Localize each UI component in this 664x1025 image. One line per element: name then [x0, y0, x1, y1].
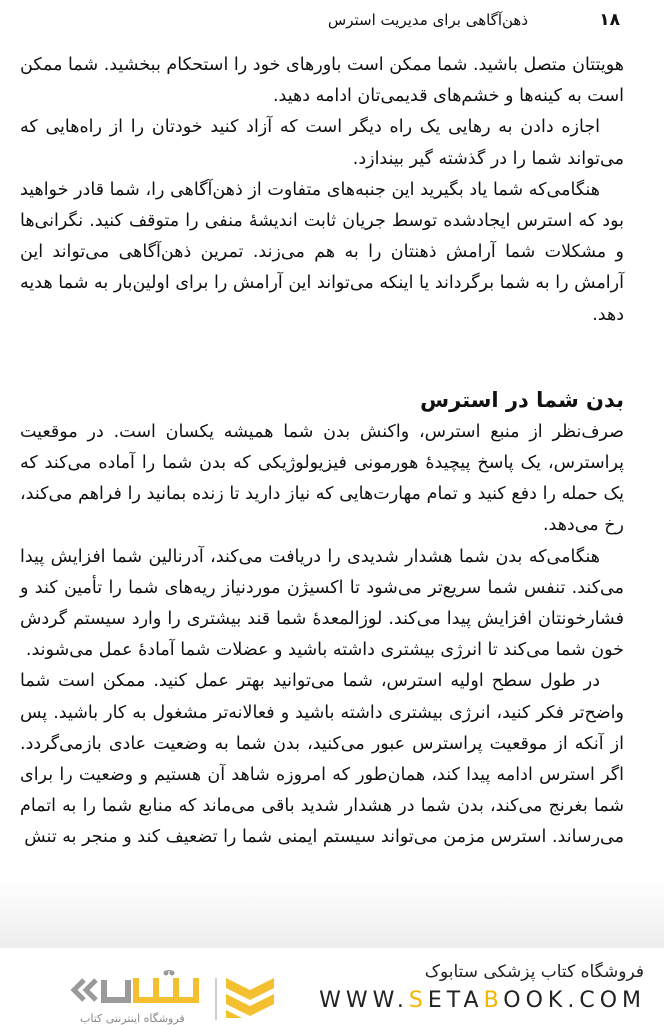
- paragraph: هنگامی‌که بدن شما هشدار شدیدی را دریافت می‌کند، آدرنالین شما افزایش پیدا می‌کند. تنفس شما سریع‌تر می‌شود تا اکسیژن موردنیاز ریه‌های شما را تأمین کند و فشارخونتان افزایش پیدا می‌کند. لوزالمعدهٔ شما قند بیشتری را وارد سیستم گردش خون شما می‌کند تا انرژی بیشتری داشته باشید و عضلات شما آمادهٔ عمل می‌شوند.: [20, 546, 624, 661]
- paragraph: هویتتان متصل باشید. شما ممکن است باورهای خود را استحکام ببخشید. شما ممکن است به کینه‌ها و خشم‌های قدیمی‌تان ادامه دهید.: [20, 55, 624, 107]
- paragraph: هنگامی‌که شما یاد بگیرید این جنبه‌های متفاوت از ذهن‌آگاهی را، شما قادر خواهید بود که استرس ایجادشده توسط جریان ثابت اندیشهٔ منفی را متوقف کنید. نگرانی‌ها و مشکلات شما آرامش ذهنتان را به هم می‌زند. تمرین ذهن‌آگاهی می‌تواند این آرامش را به شما برگرداند یا اینکه می‌تواند این آرامش را برای اولین‌بار به شما هدیه دهد.: [20, 179, 624, 325]
- logo-divider: [215, 978, 217, 1020]
- bottom-fade: [0, 880, 664, 948]
- footer-banner: [0, 948, 664, 1023]
- setabook-logo[interactable]: [34, 958, 274, 1025]
- store-url[interactable]: WWW.SETABOOK.COM: [319, 988, 646, 1013]
- chevron-badge-icon: [224, 972, 276, 1022]
- book-title: ذهن‌آگاهی برای مدیریت استرس: [327, 11, 528, 29]
- logo-subtitle: فروشگاه اینترنتی کتاب: [80, 1012, 185, 1025]
- page-number: ۱۸: [599, 10, 620, 30]
- section-title: بدن شما در استرس: [420, 387, 624, 412]
- paragraph: صرف‌نظر از منبع استرس، واکنش بدن شما همیشه یکسان است. در موقعیت پراسترس، یک پاسخ پیچیدهٔ هورمونی فیزیولوژیکی که بدن شما را آماده می‌کند که یک حمله را دفع کنید و تمام مهارت‌هایی که نیاز دارید تا زنده بمانید را فراهم می‌کند، رخ می‌دهد.: [20, 421, 624, 536]
- running-head: [0, 8, 664, 32]
- paragraph: اجازه دادن به رهایی یک راه دیگر است که آزاد کنید خودتان را از راه‌هایی که می‌تواند شما را در گذشته گیر بیندازد.: [20, 117, 624, 169]
- paragraph: در طول سطح اولیه استرس، شما می‌توانید بهتر عمل کنید. ممکن است شما واضح‌تر فکر کنید، انرژی بیشتری داشته باشید و فعالانه‌تر مشغول به کار باشید. پس از آنکه از موقعیت پراسترس عبور می‌کنید، بدن شما به وضعیت عادی بازمی‌گردد. اگر استرس ادامه پیدا کند، همان‌طور که امروزه شاهد آن هستیم و وضعیت را برای شما بغرنج می‌کند، بدن شما در هشدار شدید باقی می‌ماند که منابع شما را به اتمام می‌رساند. استرس مزمن می‌تواند سیستم ایمنی شما را تضعیف کند و منجر به تنش: [20, 671, 624, 848]
- logo-wordmark-icon: [70, 970, 210, 1010]
- store-name: فروشگاه کتاب پزشکی ستابوک: [424, 962, 644, 982]
- body-text: [20, 50, 624, 854]
